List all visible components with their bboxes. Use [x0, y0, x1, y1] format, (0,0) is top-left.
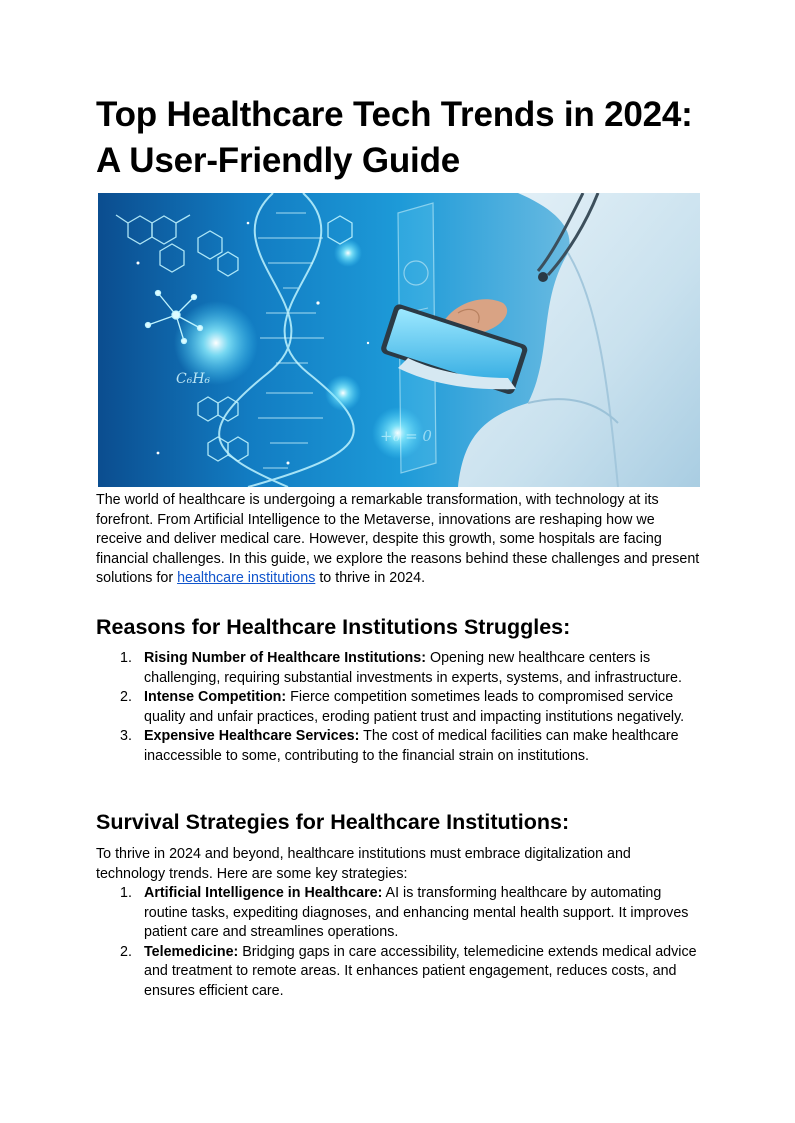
intro-text-end: to thrive in 2024.	[315, 570, 426, 586]
title-line-2: A User-Friendly Guide	[96, 141, 461, 180]
page-title	[96, 92, 716, 184]
list-item-text: The cost of medical facilities can make healthcare inaccessible to some, contributing to the financial strain on institutions.	[144, 728, 679, 764]
list-number: 3.	[120, 728, 132, 744]
list-item	[96, 649, 701, 688]
list-number: 2.	[120, 943, 132, 960]
intro-text: The world of healthcare is undergoing a remarkable transformation, with technology at its forefront. From Artificial Intelligence to the Metaverse, innovations are reshaping how we receive and deliver medical care. However, despite this growth, some hospitals are facing financial challenges. In this guide, we explore the reasons behind these challenges and present solutions for	[96, 492, 700, 586]
list-item	[96, 943, 701, 1002]
list-item-text: Opening new healthcare centers is challenging, requiring substantial investments in experts, systems, and infrastructure.	[144, 650, 682, 686]
list-number: 1.	[120, 650, 132, 666]
list-item	[96, 688, 701, 727]
list-item-text: Bridging gaps in care accessibility, telemedicine extends medical advice and treatment to remote areas. It enhances patient engagement, reduces costs, and ensures efficient care.	[144, 943, 697, 999]
list-item-title: Artificial Intelligence in Healthcare:	[144, 885, 383, 901]
reasons-list	[96, 649, 701, 766]
healthcare-institutions-link[interactable]: healthcare institutions	[177, 570, 316, 586]
strategies-intro: To thrive in 2024 and beyond, healthcare institutions must embrace digitalization and technology trends. Here are some key strategies:	[96, 846, 631, 882]
list-item-text: AI is transforming healthcare by automating routine tasks, expediting diagnoses, and enhancing mental health support. It improves patient care and streamlines operations.	[144, 885, 689, 940]
list-item-title: Intense Competition:	[144, 689, 287, 705]
intro-paragraph	[96, 491, 701, 589]
list-number: 1.	[120, 885, 132, 901]
list-item-title: Telemedicine:	[144, 943, 239, 960]
list-item	[96, 727, 701, 766]
section-heading-strategies: Survival Strategies for Healthcare Institutions:	[96, 810, 570, 834]
list-item-title: Rising Number of Healthcare Institutions:	[144, 650, 426, 666]
list-number: 2.	[120, 689, 132, 705]
list-item	[96, 884, 701, 943]
list-item-text: Fierce competition sometimes leads to compromised service quality and unfair practices, eroding patient trust and impacting institutions negatively.	[144, 689, 685, 725]
list-item-title: Expensive Healthcare Services:	[144, 728, 360, 744]
title-line-1: Top Healthcare Tech Trends in 2024:	[96, 95, 693, 134]
svg-text:C₆H₆: C₆H₆	[176, 371, 211, 387]
section-heading-reasons: Reasons for Healthcare Institutions Struggles:	[96, 615, 571, 639]
hero-image	[98, 193, 700, 487]
svg-text:+∂ = 0: +∂ = 0	[380, 427, 432, 445]
strategies-list	[96, 884, 701, 1001]
